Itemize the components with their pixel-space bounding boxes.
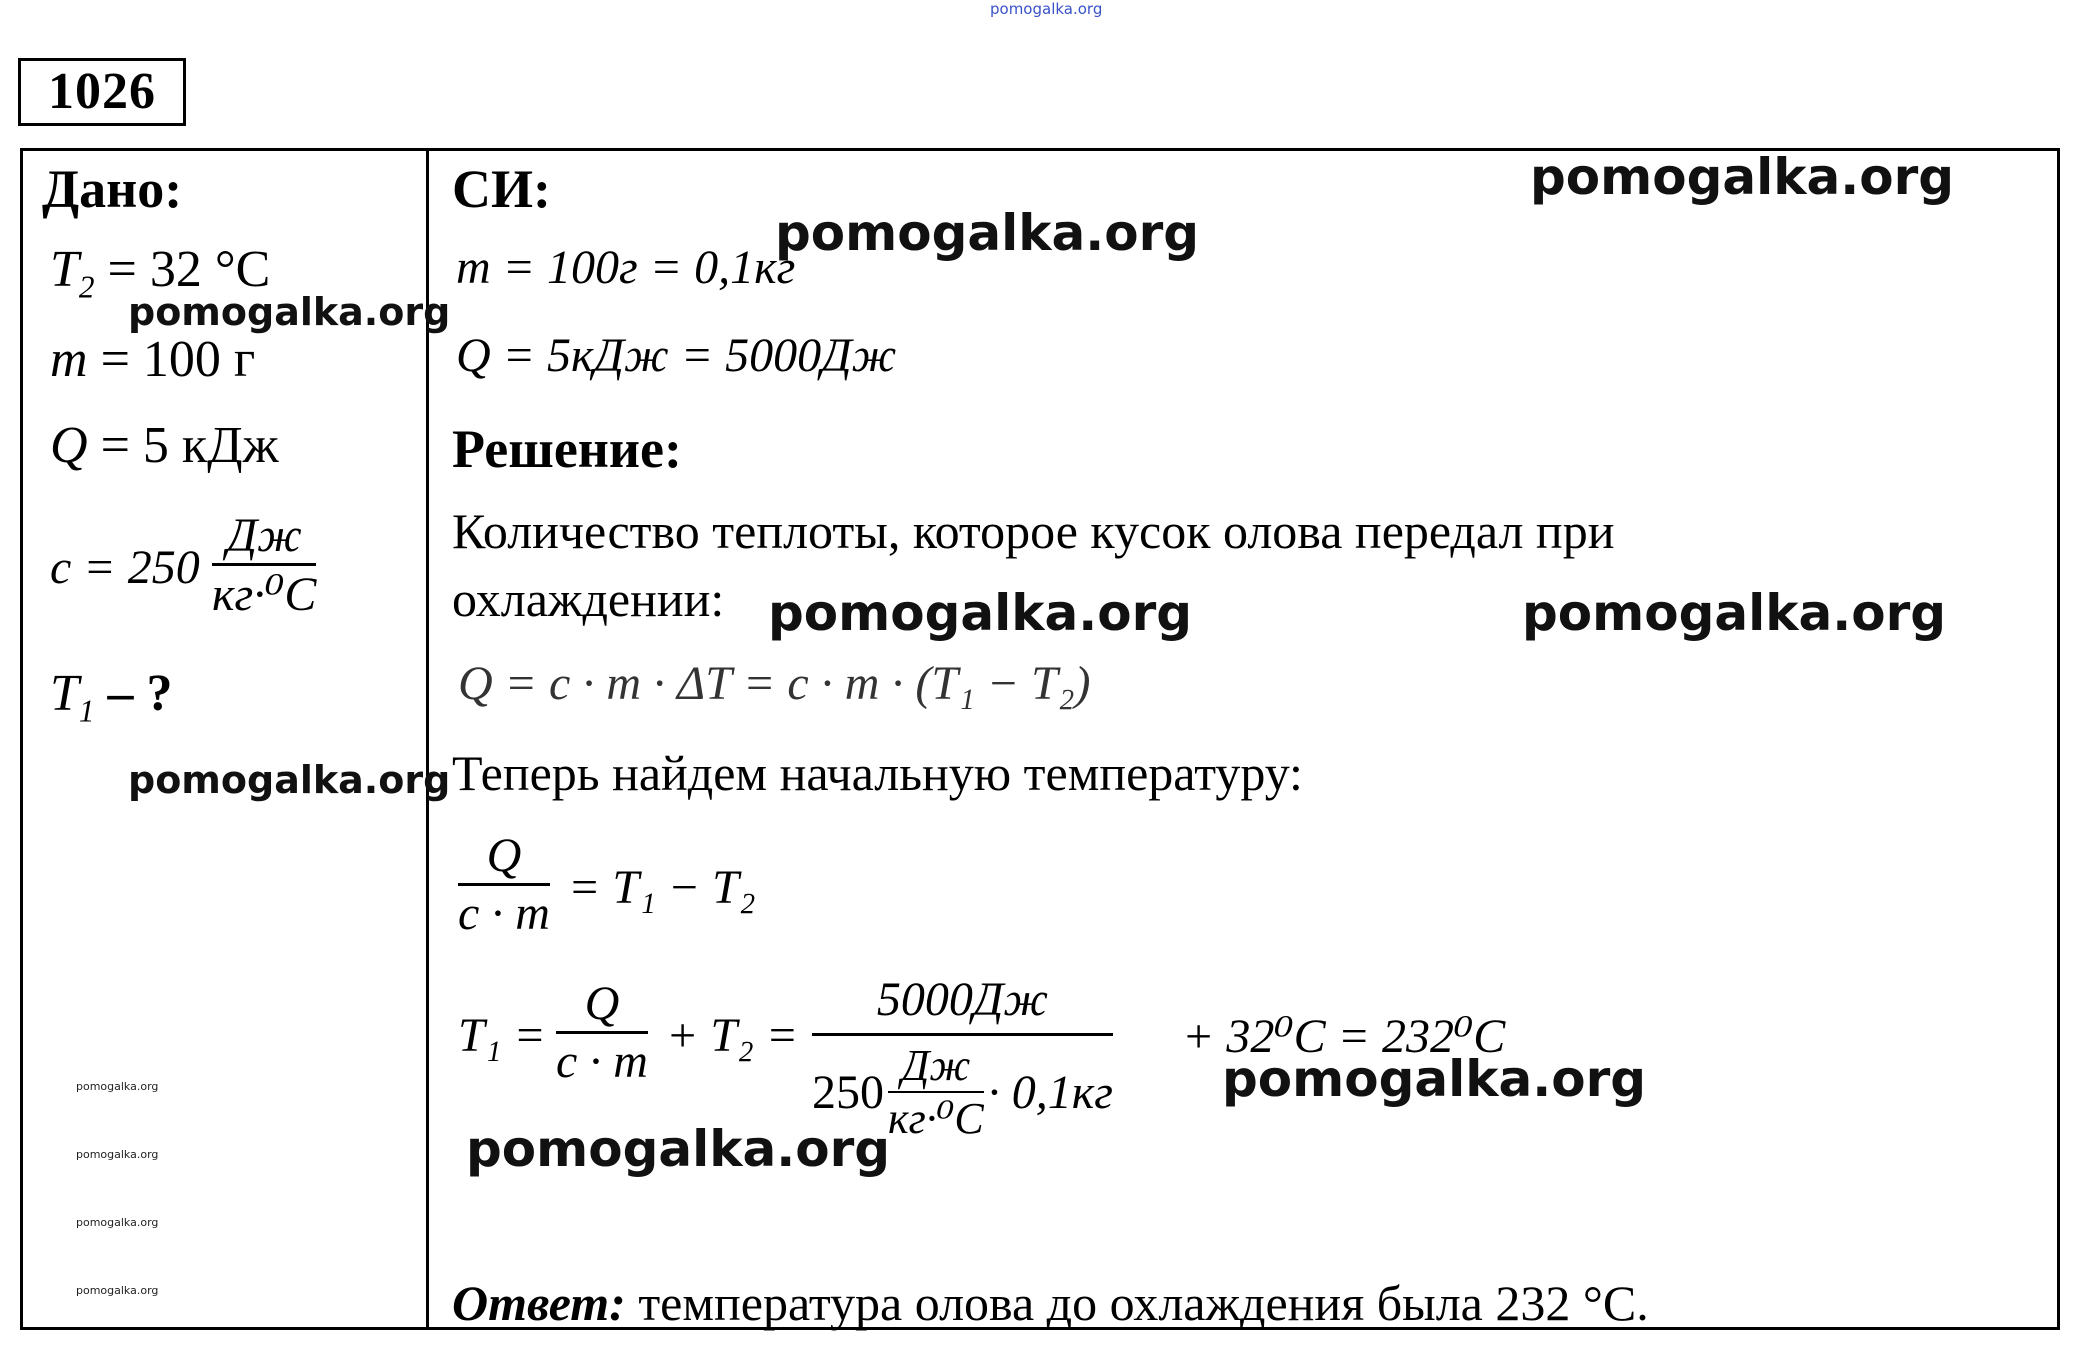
watermark: pomogalka.org xyxy=(128,290,451,334)
watermark-small: pomogalka.org xyxy=(76,1216,159,1229)
answer-text: температура олова до охлаждения была 232 °С. xyxy=(638,1275,1649,1331)
given-t2: $T_2 = 32$ °C xyxy=(50,241,271,305)
given-c-fraction: Дж кг·⁰C xyxy=(212,509,317,621)
formula2-rhs: = T₁ − T₂ xyxy=(568,861,756,914)
given-m: m = 100 г xyxy=(50,331,256,388)
formula3-mid: + T₂ = xyxy=(666,1009,799,1062)
formula3-fraction-q: Q c · m xyxy=(556,977,648,1088)
answer-label: Ответ: xyxy=(452,1275,626,1331)
formula3-result: + 32⁰C = 232⁰C xyxy=(1182,1010,1506,1063)
formula3-big-fraction: 5000Дж 250 $\frac{Дж}{\text{кг·⁰C}}$ · 0,1кг xyxy=(812,973,1113,1143)
solution-para2: Теперь найдем начальную температуру: xyxy=(452,745,1303,801)
watermark: pomogalka.org xyxy=(128,758,451,802)
watermark: pomogalka.org xyxy=(775,204,1200,262)
watermark-small: pomogalka.org xyxy=(76,1080,159,1093)
formula3-inner-fraction: $\frac{Дж}{\text{кг·⁰C}}$ xyxy=(888,1041,984,1143)
top-watermark: pomogalka.org xyxy=(990,0,1103,18)
si-heat: Q = 5кДж = 5000Дж xyxy=(456,329,897,382)
si-mass: m = 100г = 0,1кг xyxy=(456,241,796,294)
solution-heading: Решение: xyxy=(452,419,682,479)
watermark: pomogalka.org xyxy=(1522,584,1947,642)
given-c: c = 250 xyxy=(50,541,200,594)
watermark: pomogalka.org xyxy=(1530,148,1955,206)
formula2-fraction: Q c · m xyxy=(458,829,550,940)
given-t1-unknown: $T_1$ – ? xyxy=(50,665,173,729)
answer-line xyxy=(452,1274,1649,1332)
heat-formula: Q = c · m · ΔT = c · m · (T₁ − T₂) xyxy=(458,657,1091,710)
watermark-small: pomogalka.org xyxy=(76,1284,159,1297)
given-q: Q = 5 кДж xyxy=(50,417,279,474)
watermark: pomogalka.org xyxy=(1222,1050,1647,1108)
watermark: pomogalka.org xyxy=(466,1120,891,1178)
watermark: pomogalka.org xyxy=(768,584,1193,642)
given-heading: Дано: xyxy=(42,159,183,219)
problem-number: 1026 xyxy=(18,58,186,126)
formula3-lhs: T₁ = xyxy=(458,1009,546,1062)
solution-para1-line2: охлаждении: xyxy=(452,571,725,627)
si-heading: СИ: xyxy=(452,159,551,219)
watermark-small: pomogalka.org xyxy=(76,1148,159,1161)
solution-para1-line1: Количество теплоты, которое кусок олова передал при xyxy=(452,503,1615,559)
